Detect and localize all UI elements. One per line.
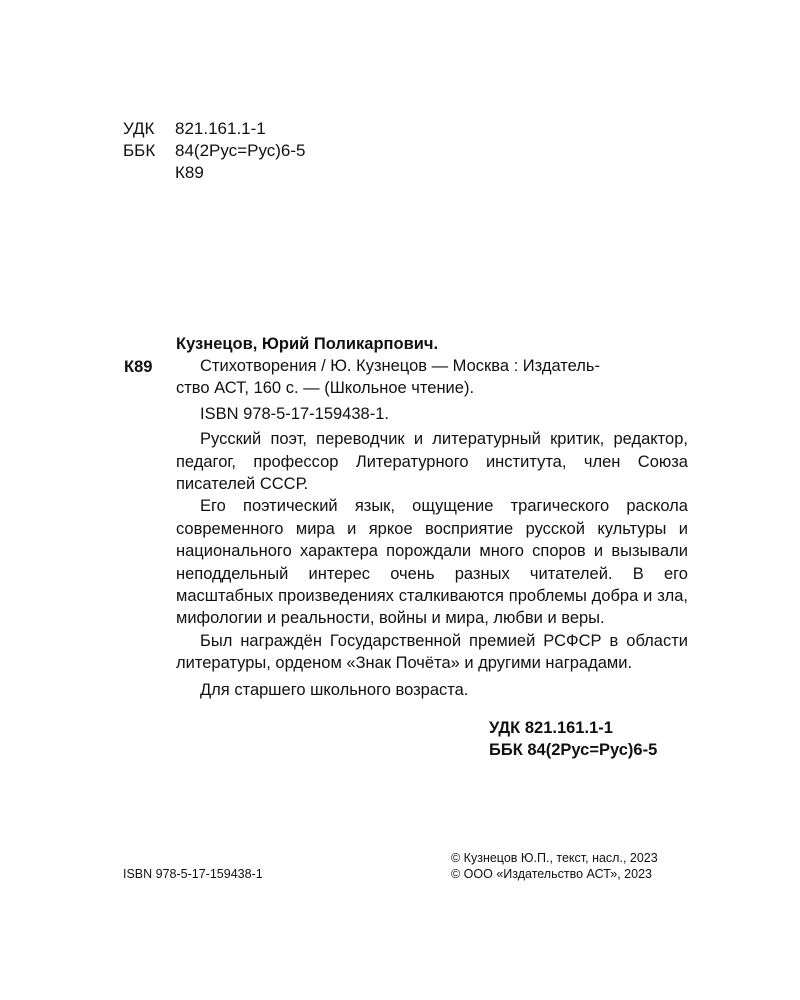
- annotation-paragraph: Его поэтический язык, ощущение трагического раскола современного мира и яркое восприятие русской культуры и национального характера порождали много споров и вызывали неподдельный интерес очень разных читателей. В его масштабных произведениях сталкиваются проблемы добра и зла, мифологии и реальности, войны и мира, любви и веры.: [176, 497, 688, 628]
- udk-top-row: [123, 118, 266, 140]
- udk-label: УДК: [123, 119, 155, 138]
- bbk-top-row: [123, 140, 305, 162]
- copyright-publisher: © ООО «Издательство АСТ», 2023: [451, 867, 652, 881]
- annotation-paragraph: Русский поэт, переводчик и литературный критик, редактор, педагог, профессор Литературного института, член Союза писателей СССР.: [176, 430, 688, 494]
- description-line-1: Стихотворения / Ю. Кузнецов — Москва : Издатель-: [200, 357, 600, 375]
- cutter-top: К89: [175, 163, 204, 182]
- udk-value: 821.161.1-1: [175, 119, 266, 138]
- record-isbn: ISBN 978-5-17-159438-1.: [200, 404, 389, 423]
- bbk-value: 84(2Рус=Рус)6-5: [175, 141, 306, 160]
- record-body: [176, 355, 688, 701]
- bbk-label: ББК: [123, 141, 156, 160]
- cutter-mark: К89: [124, 358, 153, 376]
- audience-note: Для старшего школьного возраста.: [200, 680, 469, 699]
- footer-isbn: ISBN 978-5-17-159438-1: [123, 867, 263, 881]
- bbk-bottom: ББК 84(2Рус=Рус)6-5: [489, 741, 658, 759]
- udk-bottom: УДК 821.161.1-1: [489, 719, 613, 737]
- description-line-2: ство АСТ, 160 с. — (Школьное чтение).: [176, 379, 475, 398]
- author-heading: Кузнецов, Юрий Поликарпович.: [176, 335, 439, 353]
- annotation-paragraph: Был награждён Государственной премией РСФСР в области литературы, орденом «Знак Почёта» и другими наградами.: [176, 631, 688, 673]
- copyright-author: © Кузнецов Ю.П., текст, насл., 2023: [451, 851, 658, 865]
